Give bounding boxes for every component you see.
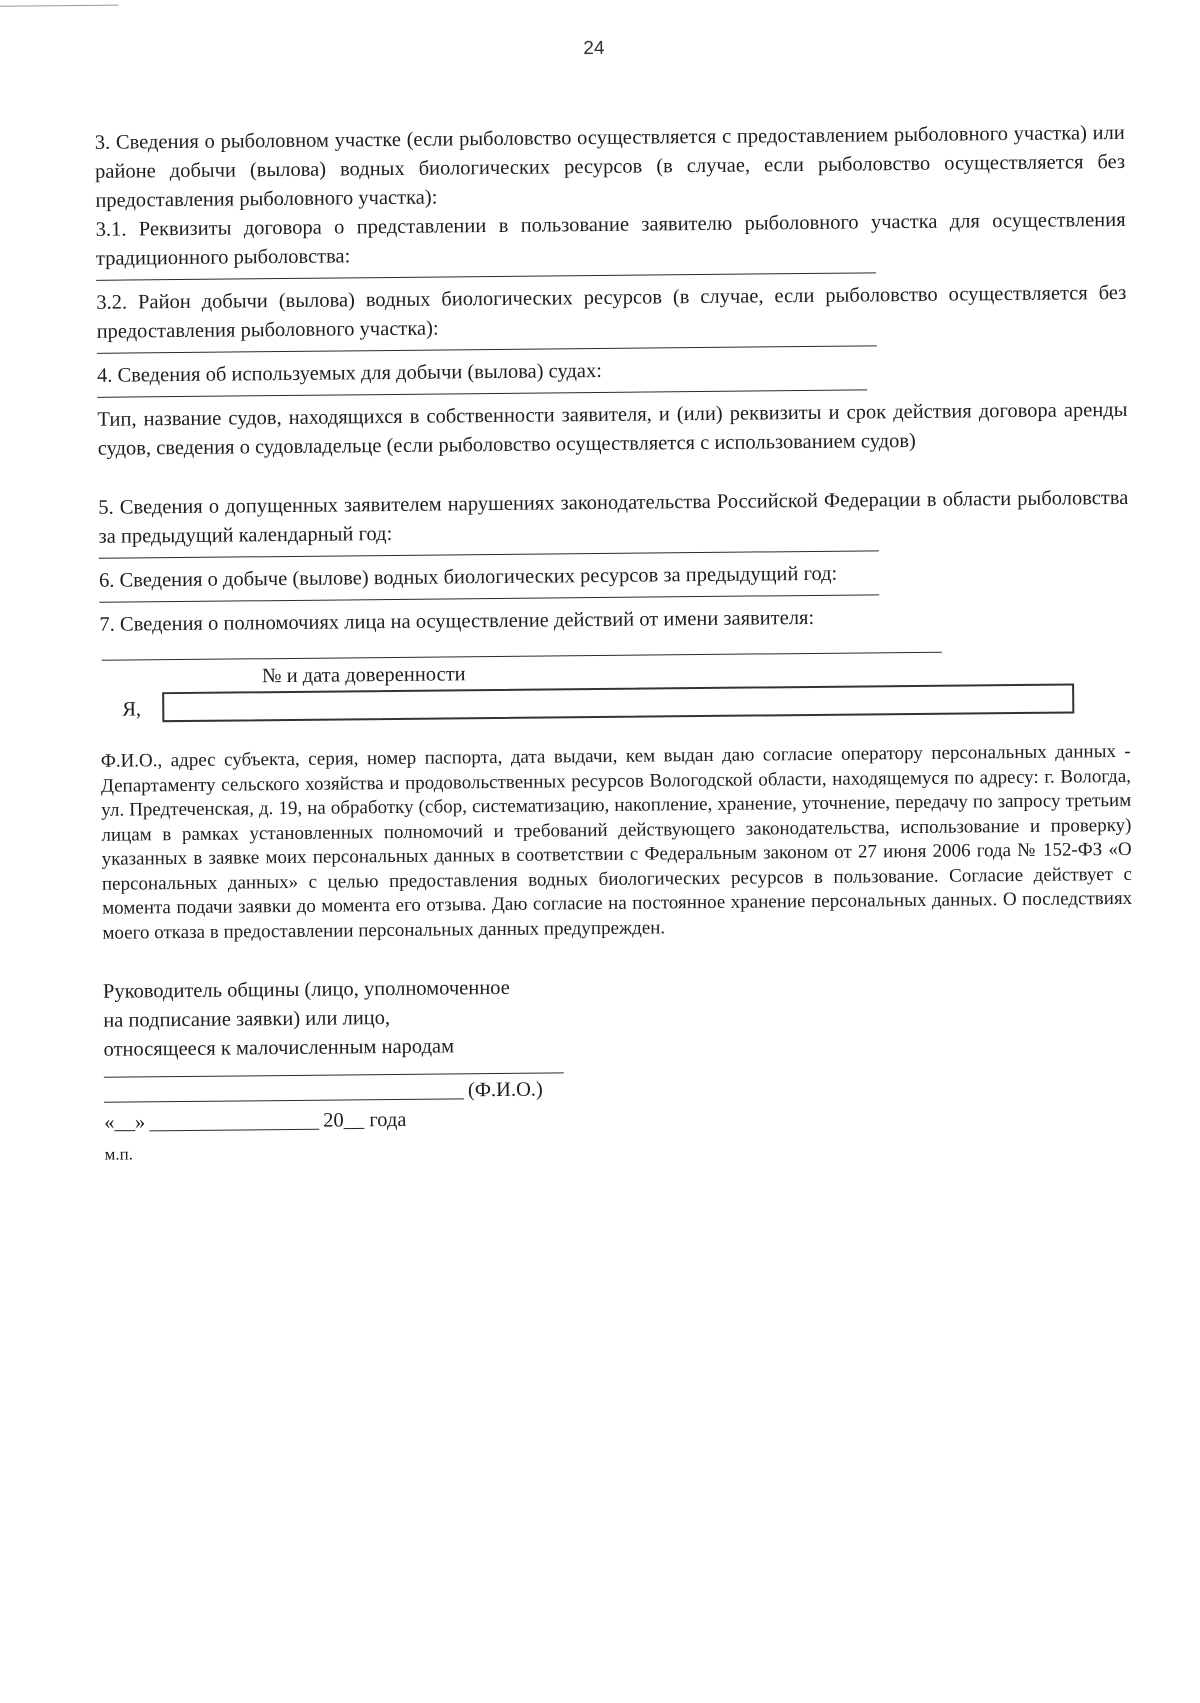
- ya-label: Я,: [122, 698, 142, 721]
- date-year[interactable]: 20__ года: [323, 1108, 407, 1132]
- poa-label: № и дата доверенности: [261, 663, 466, 688]
- section-3-text: 3. Сведения о рыболовном участке (если рыболовство осуществляется с предоставлением рыболовного участка) или районе добычи (вылова) водных биологических ресурсов (в случае, если рыболовство осуществляется без предоставления рыболовного участка):: [94, 121, 1126, 212]
- section-4-fill-line[interactable]: [97, 389, 867, 397]
- scan-corner-mark: [0, 5, 119, 7]
- section-5-fill-line[interactable]: [99, 550, 879, 558]
- page-number: 24: [583, 37, 605, 60]
- consent-text: Ф.И.О., адрес субъекта, серия, номер паспорта, дата выдачи, кем выдан даю согласие оператору персональных данных - Департаменту сельского хозяйства и продовольственных ресурсов Вологодской области, находящемуся по адресу: г. Вологда, ул. Предтеченская, д. 19, на обработку (сбор, систематизацию, накопление, хранение, уточнение, передачу по запросу третьим лицам в рамках установленных полномочий и требований действующего законодательства, использование и проверку) указанных в заявке моих персональных данных в соответствии с Федеральным законом от 27 июня 2006 года № 152-ФЗ «О персональных данных» с целью предоставления водных биологических ресурсов в пользование. Согласие действует с момента подачи заявки до момента его отзыва. Даю согласие на постоянное хранение персональных данных. О последствиях моего отказа в предоставлении персональных данных предупрежден.: [100, 740, 1133, 944]
- fio-label: (Ф.И.О.): [467, 1078, 543, 1102]
- date-day[interactable]: «__»: [104, 1111, 146, 1134]
- section-3-2-fill-line[interactable]: [97, 345, 877, 353]
- fio-line[interactable]: [104, 1098, 464, 1102]
- signature-role-line-1: Руководитель общины (лицо, уполномоченное: [102, 976, 510, 1003]
- section-4-text: 4. Сведения об используемых для добычи (вылова) судах:: [96, 359, 602, 387]
- date-month-line[interactable]: [149, 1129, 319, 1132]
- signature-block: [103, 968, 1135, 1169]
- signature-role-line-3: относящееся к малочисленным народам: [103, 1035, 455, 1061]
- section-5-text: 5. Сведения о допущенных заявителем нарушениях законодательства Российской Федерации в области рыболовства за предыдущий календарный год:: [98, 486, 1129, 548]
- signature-role-line-2: на подписание заявки) или лицо,: [103, 1007, 391, 1032]
- section-3-2-text: 3.2. Район добычи (вылова) водных биологических ресурсов (в случае, если рыболовство осуществляется без предоставления рыболовного участка):: [96, 281, 1127, 343]
- section-3-1-fill-line[interactable]: [96, 272, 876, 280]
- section-7-text: 7. Сведения о полномочиях лица на осуществление действий от имени заявителя:: [99, 606, 815, 636]
- power-of-attorney-row: [100, 650, 1131, 742]
- section-3-1-text: 3.1. Реквизиты договора о представлении в пользование заявителю рыболовного участка для осуществления традиционного рыболовства:: [95, 208, 1126, 270]
- section-6-text: 6. Сведения о добыче (вылове) водных биологических ресурсов за предыдущий год:: [98, 562, 838, 592]
- stamp-place-label: м.п.: [104, 1144, 133, 1164]
- section-4-note: Тип, название судов, находящихся в собственности заявителя, и (или) реквизиты и срок действия договора аренды судов, сведения о судовладельце (если рыболовство осуществляется с использованием судов): [97, 398, 1128, 460]
- section-6-fill-line[interactable]: [99, 594, 879, 602]
- form-body: [95, 119, 1135, 1169]
